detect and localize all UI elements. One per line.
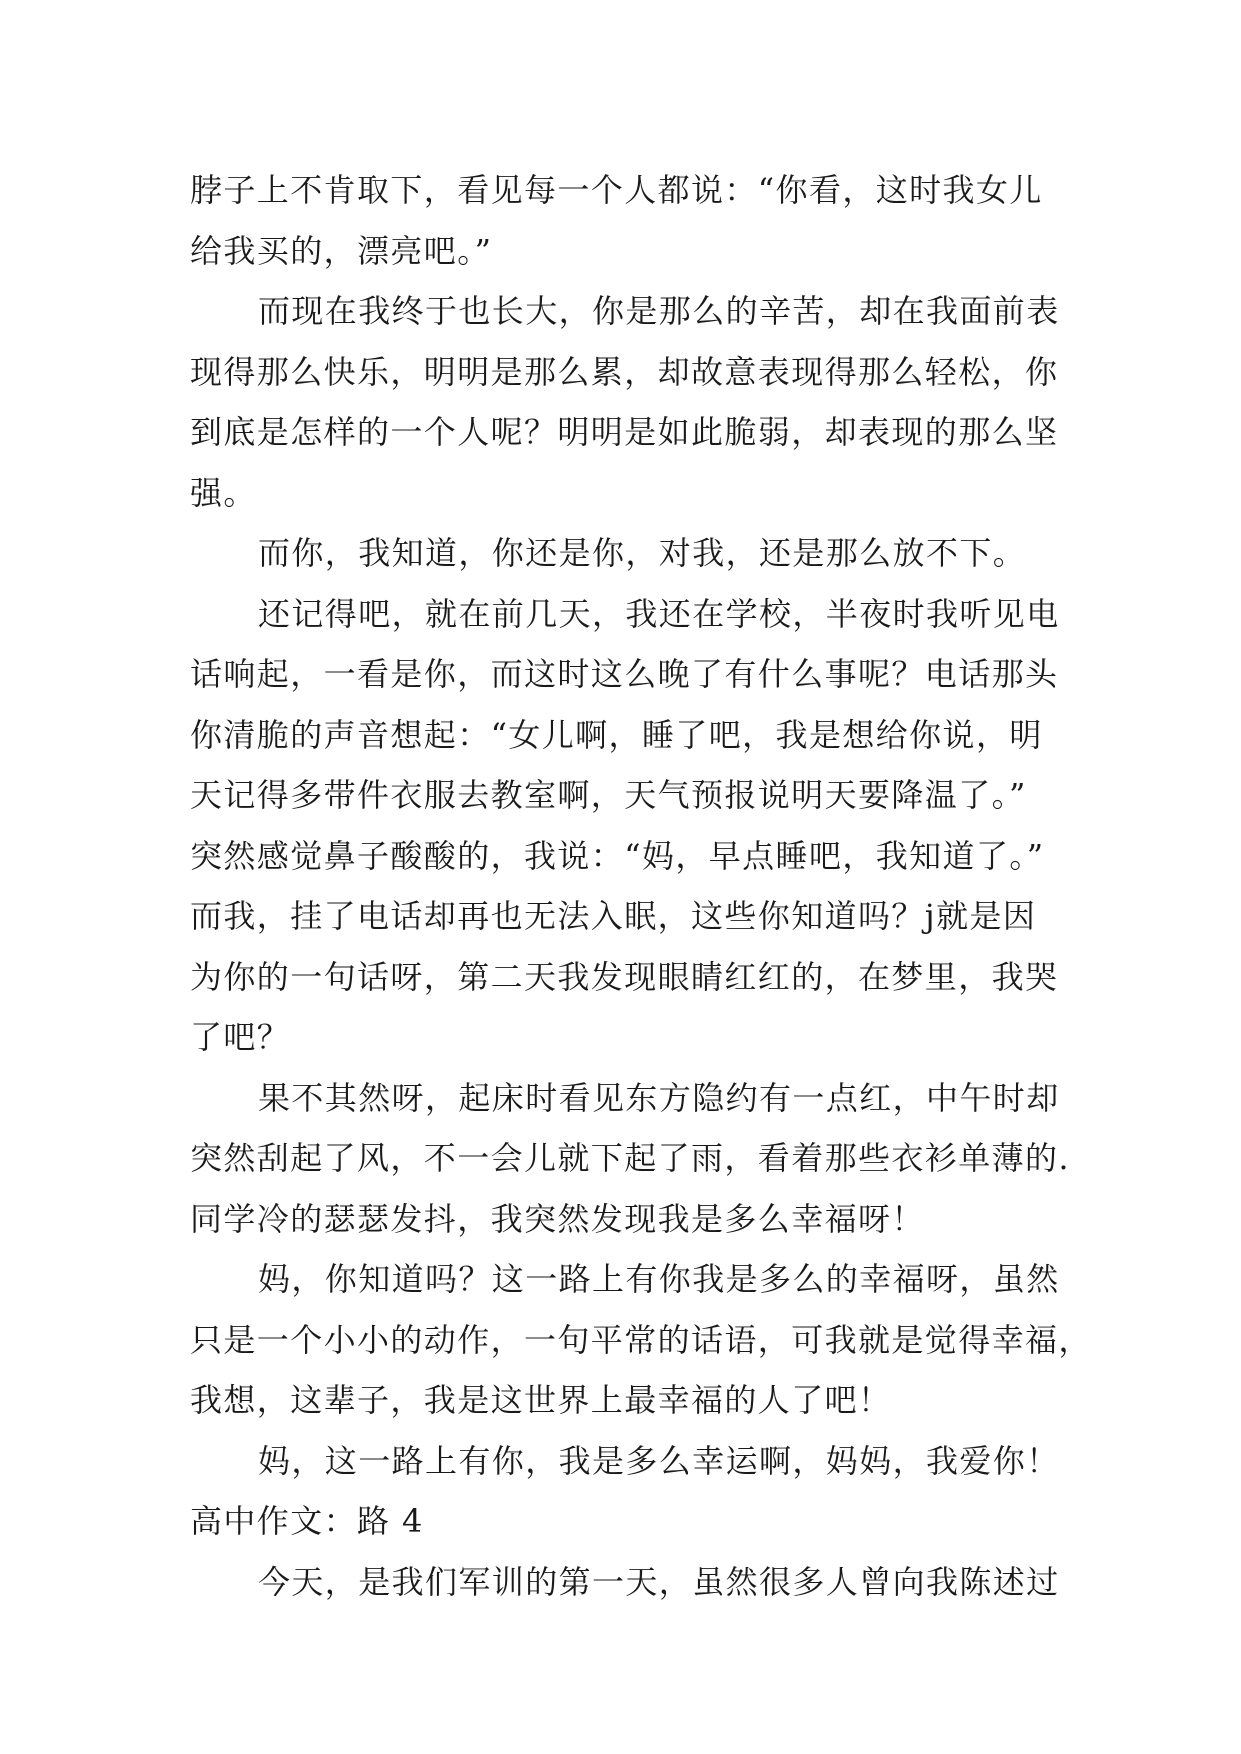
text-line: 我想，这辈子，我是这世界上最幸福的人了吧！: [190, 1381, 892, 1419]
text-line: 同学冷的瑟瑟发抖，我突然发现我是多么幸福呀！: [190, 1199, 925, 1238]
paragraph-start-line: 果不其然呀，起床时看见东方隐约有一点红，中午时却: [258, 1078, 1060, 1117]
text-line: 只是一个小小的动作，一句平常的话语，可我就是觉得幸福，: [190, 1320, 1092, 1359]
text-line: 突然感觉鼻子酸酸的，我说：“妈，早点睡吧，我知道了。”: [190, 836, 1045, 875]
text-line: 为你的一句话呀，第二天我发现眼睛红红的，在梦里，我哭: [190, 957, 1059, 996]
paragraph-start-line: 而你，我知道，你还是你，对我，还是那么放不下。: [258, 534, 1027, 572]
text-line: 到底是怎样的一个人呢？明明是如此脆弱，却表现的那么坚: [190, 413, 1059, 451]
paragraph-start-line: 还记得吧，就在前几天，我还在学校，半夜时我听见电: [258, 594, 1060, 633]
document-page: [190, 160, 1092, 1612]
text-line: 你清脆的声音想起：“女儿啊，睡了吧，我是想给你说，明: [190, 715, 1043, 754]
section-heading: 高中作文：路 4: [190, 1502, 424, 1540]
paragraph-start-line: 今天，是我们军训的第一天，虽然很多人曾向我陈述过: [258, 1562, 1060, 1601]
text-line: 而我，挂了电话却再也无法入眠，这些你知道吗？j就是因: [190, 897, 1037, 935]
paragraph-start-line: 妈，你知道吗？这一路上有你我是多么的幸福呀，虽然: [258, 1260, 1060, 1298]
text-line: 强。: [190, 473, 257, 512]
text-line: 给我买的，漂亮吧。”: [190, 231, 493, 270]
text-line: 脖子上不肯取下，看见每一个人都说：“你看，这时我女儿: [190, 171, 1043, 209]
text-line: 天记得多带件衣服去教室啊，天气预报说明天要降温了。”: [190, 776, 1027, 814]
text-line: 现得那么快乐，明明是那么累，却故意表现得那么轻松，你: [190, 352, 1059, 391]
text-line: 话响起，一看是你，而这时这么晚了有什么事呢？电话那头: [190, 655, 1059, 693]
paragraph-start-line: 而现在我终于也长大，你是那么的辛苦，却在我面前表: [258, 292, 1060, 330]
paragraph-start-line: 妈，这一路上有你，我是多么幸运啊，妈妈，我爱你！: [258, 1441, 1060, 1480]
text-line: 了吧？: [190, 1018, 291, 1056]
text-line: 突然刮起了风，不一会儿就下起了雨，看着那些衣衫单薄的.: [190, 1139, 1070, 1177]
